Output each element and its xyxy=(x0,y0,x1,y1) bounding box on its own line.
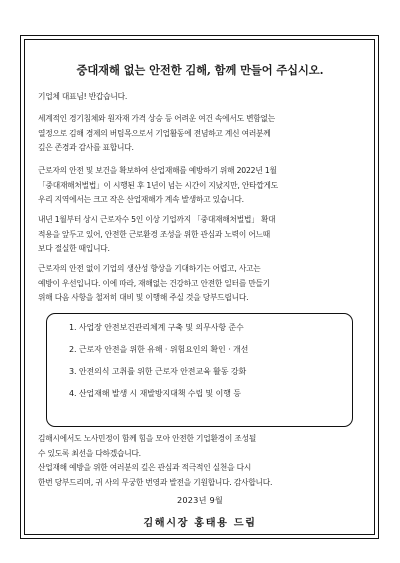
paragraph-2-line: 근로자의 안전 및 보건을 확보하여 산업재해를 예방하기 위해 2022년 1월 xyxy=(38,166,277,175)
paragraph-4-line: 예방이 우선입니다. 이에 따라, 재해없는 건강하고 안전한 일터를 만들기 xyxy=(38,278,270,288)
greeting: 기업체 대표님! 반갑습니다. xyxy=(38,92,128,101)
paragraph-2-line: 「중대재해처벌법」이 시행된 후 1년이 넘는 시간이 지났지만, 안타깝게도 xyxy=(38,180,278,190)
paragraph-6-line: 산업재해 예방을 위한 여러분의 깊은 관심과 적극적인 실천을 다시 xyxy=(38,463,252,472)
paragraph-5-line: 김해시에서도 노사민정이 함께 힘을 모아 안전한 기업환경이 조성될 xyxy=(38,434,257,443)
checklist-item: 2. 근로자 안전을 위한 유해 · 위험요인의 확인 · 개선 xyxy=(69,345,249,354)
checklist-item: 3. 안전의식 고취를 위한 근로자 안전교육 활동 강화 xyxy=(69,367,247,376)
paragraph-4-line: 근로자의 안전 없이 기업의 생산성 향상을 기대하기는 어렵고, 사고는 xyxy=(38,264,261,273)
checklist-box xyxy=(46,313,353,427)
paragraph-4-text xyxy=(38,262,362,306)
paragraph-6 xyxy=(38,461,362,490)
paragraph-3-line: 적용을 앞두고 있어, 안전한 근로환경 조성을 위한 관심과 노력이 어느때 xyxy=(38,229,270,239)
paragraph-1-line: 열정으로 김해 경제의 버팀목으로서 기업활동에 전념하고 계신 여러분께 xyxy=(38,128,271,138)
letter-title: 중대재해 없는 안전한 김해, 함께 만들어 주십시오. xyxy=(76,63,324,77)
paragraph-3 xyxy=(38,213,362,257)
paragraph-1-line: 깊은 존경과 감사를 표합니다. xyxy=(38,143,134,153)
paragraph-3-line: 내년 1월부터 상시 근로자수 5인 이상 기업까지 「중대재해처벌법」 확대 xyxy=(38,215,276,224)
paragraph-4-line: 위해 다음 사항을 철저히 대비 및 이행해 주실 것을 당부드립니다. xyxy=(38,293,249,303)
paragraph-1 xyxy=(38,112,362,156)
signature: 김해시장 홍태용 드림 xyxy=(143,517,257,529)
paragraph-1-line: 세계적인 경기침체와 원자재 가격 상승 등 어려운 여건 속에서도 변함없는 xyxy=(38,114,275,123)
paragraph-2-line: 우리 지역에서는 크고 작은 산업재해가 계속 발생하고 있습니다. xyxy=(38,195,244,205)
paragraph-5 xyxy=(38,432,362,461)
paragraph-3-line: 보다 절실한 때입니다. xyxy=(38,244,110,254)
checklist-item: 4. 산업재해 발생 시 재발방지대책 수립 및 이행 등 xyxy=(69,389,241,398)
letter-date: 2023년 9월 xyxy=(176,495,224,505)
checklist-item: 1. 사업장 안전보건관리체계 구축 및 의무사항 준수 xyxy=(69,323,244,332)
paragraph-6-line: 한번 당부드리며, 귀 사의 무궁한 번영과 발전을 기원합니다. 감사합니다. xyxy=(38,477,273,487)
paragraph-2 xyxy=(38,164,362,208)
paragraph-5-line: 수 있도록 최선을 다하겠습니다. xyxy=(38,448,141,458)
